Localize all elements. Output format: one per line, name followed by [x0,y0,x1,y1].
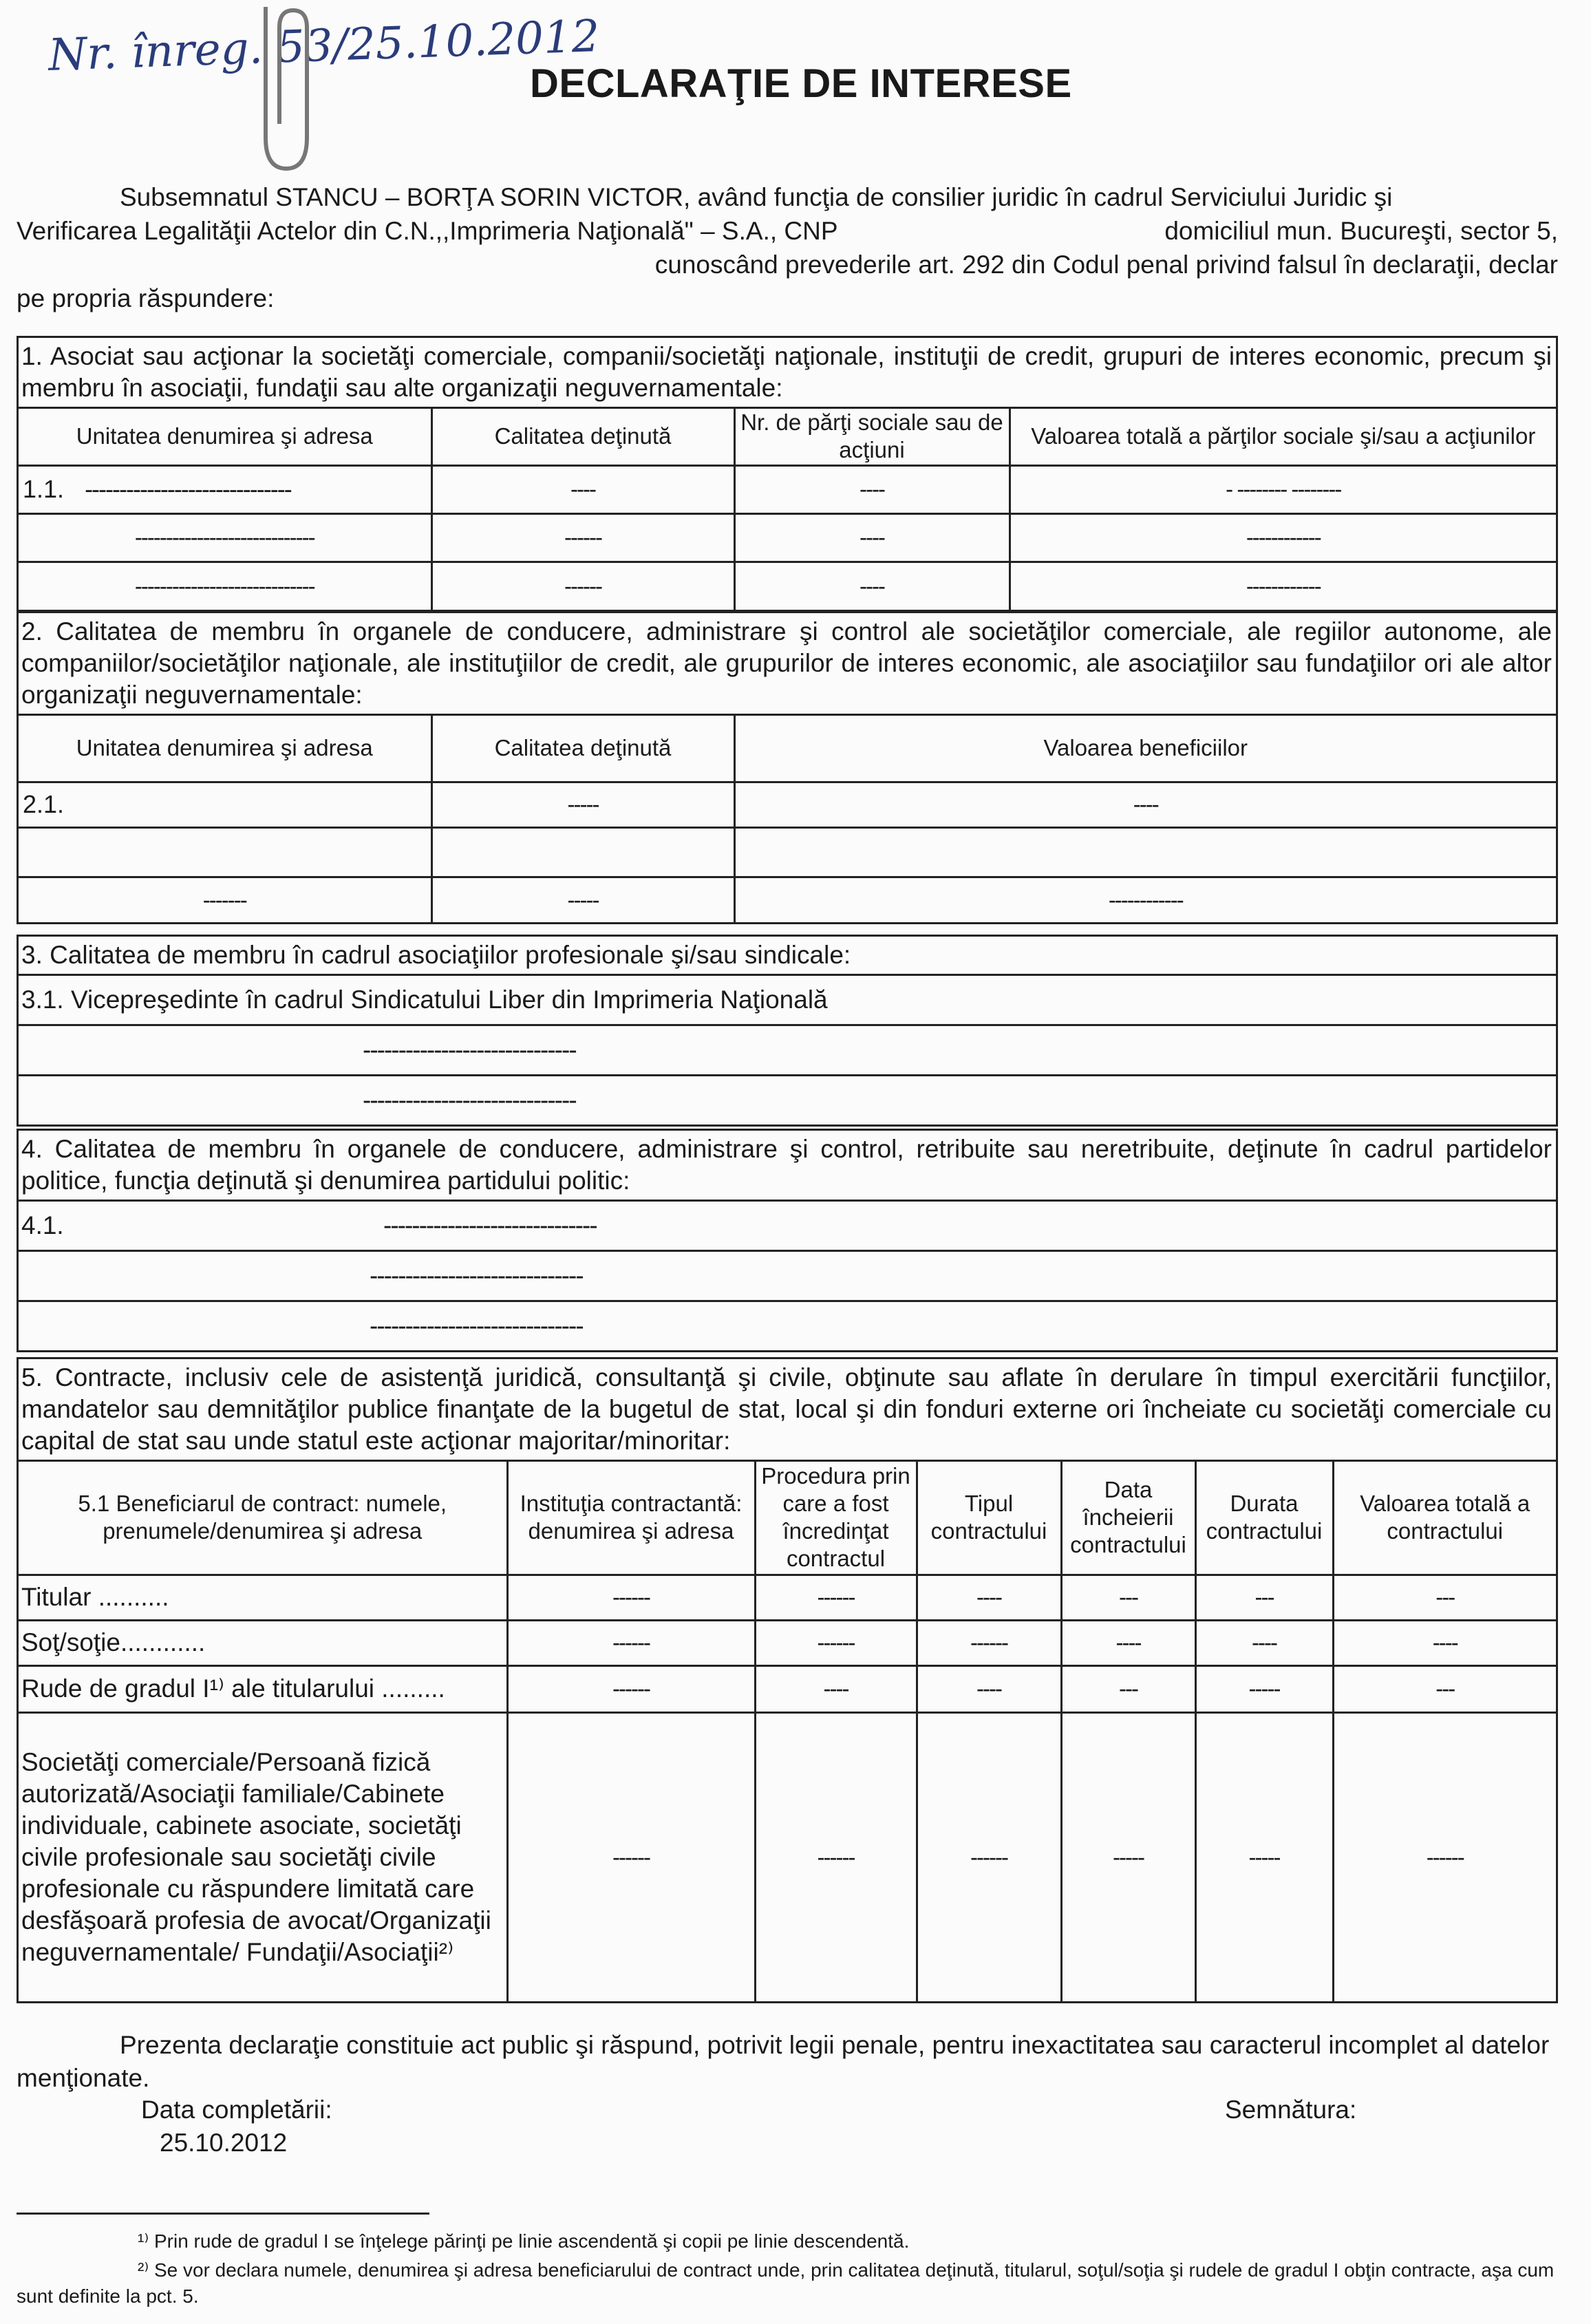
list-item: ------------------------------ [19,1300,1556,1350]
section-2-table [19,716,1556,922]
list-item: 4.1. ------------------------------ [21,1211,597,1239]
section-3-heading: 3. Calitatea de membru în cadrul asociaţiilor profesionale şi/sau sindicale: [19,937,1556,976]
table-row: Soţ/soţie............ ------ ------ ------ ---- ---- ---- [19,1620,1556,1665]
col-valoarea: Valoarea totală a părţilor sociale şi/sau a acţiunilor [1010,409,1556,465]
table-row: 2.1. ----- ---- [19,782,1556,827]
list-item: ------------------------------ [19,1024,1556,1074]
col-calitatea: Calitatea deţinută [431,716,734,782]
section-1-heading: 1. Asociat sau acţionar la societăţi comerciale, companii/societăţi naţionale, instituţii de credit, grupuri de interes economic, precum şi membru în asociaţii, fundaţii sau alte organizaţii neguvernamentale: [19,338,1556,409]
col-unitatea: Unitatea denumirea şi adresa [19,716,431,782]
col-durata: Durata contractului [1195,1462,1333,1575]
section-2-heading: 2. Calitatea de membru în organele de conducere, administrare şi control ale societăţilor comerciale, ale regiilor autonome, ale companiilor/societăţilor naţionale, ale instituţiilor de credit, ale grupurilor de interes economic, ale asociaţiilor sau fundaţiilor ori ale altor organizaţii neguvernamentale: [19,613,1556,716]
registration-note: Nr. înreg. 53/25.10.2012 [47,11,601,81]
section-5-heading: 5. Contracte, inclusiv cele de asistenţă juridică, consultanţă şi civile, obţinute sau aflate în derulare în timpul exercitării funcţiilor, mandatelor sau demnităţilor publice finanţate de la bugetul de stat, local şi din fonduri externe ori încheiate cu societăţi comerciale cu capital de stat sau unde statul este acţionar majoritar/minoritar: [19,1359,1556,1462]
col-nr-parti: Nr. de părţi sociale sau de acţiuni [734,409,1010,465]
section-1-table [19,409,1556,610]
col-unitatea: Unitatea denumirea şi adresa [19,409,431,465]
paperclip-icon [245,0,328,179]
footnote-1: ¹⁾ Prin rude de gradul I se înţelege părinţi pe linie ascendentă şi copii pe linie descendentă. [138,2230,910,2252]
page-title: DECLARAŢIE DE INTERESE [530,61,1072,106]
section-4 [17,1129,1558,1352]
list-item: ------------------------------ [19,1250,1556,1300]
section-2 [17,611,1558,924]
table-row: 1.1. ------------------------------ ---- ---- - -------- -------- [19,465,1556,513]
signature-label: Semnătura: [1225,2096,1357,2124]
date-label: Data completării: [141,2096,332,2124]
col-procedura: Procedura prin care a fost încredinţat contractul [755,1462,917,1575]
table-row: Societăţi comerciale/Persoană fizică autorizată/Asociaţii familiale/Cabinete individuale, cabinete asociate, societăţi civile profesionale sau societăţi civile profesionale cu răspundere limitată care desfăşoară profesia de avocat/Organizaţii neguvernamentale/ Fundaţii/Asociaţii²⁾ ------ ------ ------ ----- ----- ------ [19,1712,1556,2001]
col-institutia: Instituţia contractantă: denumirea şi adresa [507,1462,755,1575]
table-row: Rude de gradul I¹⁾ ale titularului ......... ------ ---- ---- --- ----- --- [19,1665,1556,1712]
col-calitatea: Calitatea deţinută [431,409,734,465]
list-item: 3.1. Vicepreşedinte în cadrul Sindicatului Liber din Imprimeria Naţională [21,985,828,1014]
col-data: Data încheierii contractului [1061,1462,1195,1575]
col-tipul: Tipul contractului [917,1462,1061,1575]
col-valoarea: Valoarea totală a contractului [1333,1462,1556,1575]
section-1 [17,336,1558,612]
section-5 [17,1357,1558,2003]
table-row [19,827,1556,877]
table-row: Titular .......... ------ ------ ---- --- --- --- [19,1575,1556,1620]
footnote-2: ²⁾ Se vor declara numele, denumirea şi adresa beneficiarului de contract unde, prin calitatea deţinută, titularul, soţul/soţia şi rudele de gradul I obţin contracte, aşa cum sunt definite la pct. 5. [17,2259,1555,2307]
table-row: ------- ----- ------------ [19,877,1556,922]
section-5-table [19,1462,1556,2001]
col-beneficiar: 5.1 Beneficiarul de contract: numele, prenumele/denumirea şi adresa [19,1462,507,1575]
table-row: ----------------------------- ------ ---- ------------ [19,562,1556,610]
footnote-divider [17,2213,429,2215]
list-item: ------------------------------ [19,1074,1556,1124]
date-value: 25.10.2012 [160,2129,288,2157]
closing-statement: Prezenta declaraţie constituie act public şi răspund, potrivit legii penale, pentru inexactitatea sau caracterul incomplet al datelor menţionate. [17,2031,1550,2092]
col-valoarea-beneficiilor: Valoarea beneficiilor [734,716,1556,782]
section-4-heading: 4. Calitatea de membru în organele de conducere, administrare şi control, retribuite sau neretribuite, deţinute în cadrul partidelor politice, funcţia deţinută şi denumirea partidului politic: [19,1131,1556,1202]
section-3 [17,935,1558,1127]
intro-paragraph: Subsemnatul STANCU – BORŢA SORIN VICTOR, având funcţia de consilier juridic în cadrul Serviciului Juridic şi Verificarea Legalităţii Actelor din C.N.,,Imprimeria Naţională" – S.A., CNP domiciliul mun. Bucureşti, sector 5, cunoscând prevederile art. 292 din Codul penal privind falsul în declaraţii, declar pe propria răspundere: [17,183,1558,312]
table-row: ----------------------------- ------ ---- ------------ [19,513,1556,562]
